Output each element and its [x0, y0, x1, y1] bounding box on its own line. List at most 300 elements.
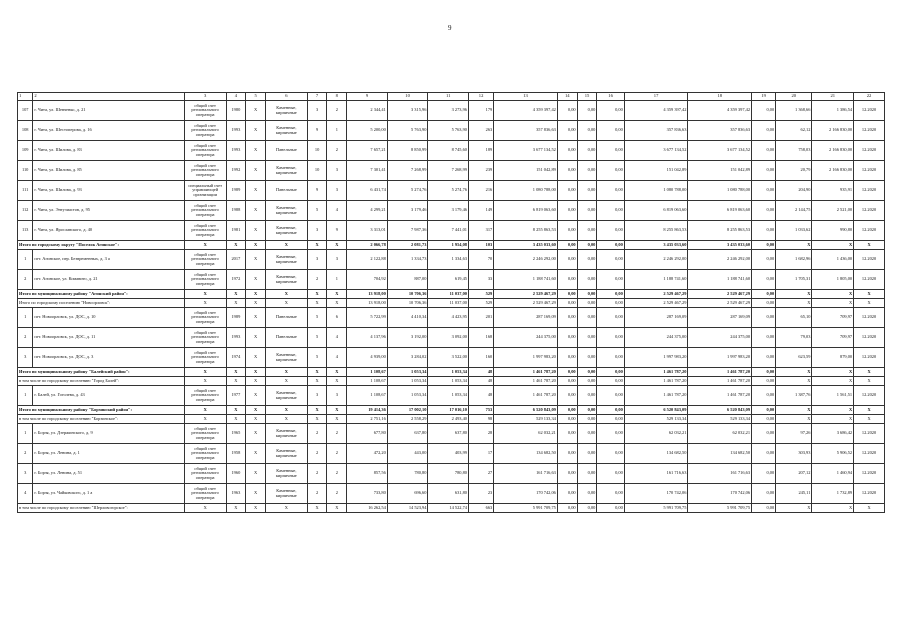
table-cell: Х	[246, 241, 266, 250]
table-cell: Х	[184, 299, 226, 308]
repair-register-table	[17, 92, 885, 513]
table-cell: Х	[266, 241, 308, 250]
table-cell: 0,00	[752, 141, 776, 161]
table-cell: 204,90	[776, 181, 812, 201]
table-cell: 2 122,88	[347, 250, 388, 270]
table-row	[18, 101, 885, 121]
table-cell: Каменные, кирпичные	[266, 221, 308, 241]
table-cell: общий счет регионального оператора	[184, 328, 226, 348]
table-cell: 2	[327, 101, 347, 121]
table-cell: 529 133,34	[624, 415, 688, 424]
table-cell: 0,00	[557, 406, 577, 415]
table-cell: 12.2020	[854, 101, 885, 121]
table-cell: Х	[266, 368, 308, 377]
table-cell: 1972	[226, 270, 246, 290]
table-cell: Х	[246, 386, 266, 406]
table-cell: Панельные	[266, 141, 308, 161]
table-cell: 1 334,73	[387, 250, 428, 270]
table-cell: 4	[327, 328, 347, 348]
table-cell: Каменные, кирпичные	[266, 201, 308, 221]
table-cell: 2 558,29	[387, 415, 428, 424]
table-cell: 23	[468, 484, 493, 504]
table-cell: 0,00	[557, 415, 577, 424]
table-cell: 1988	[226, 201, 246, 221]
table-cell: 12.2020	[854, 161, 885, 181]
table-cell: 0,00	[597, 444, 624, 464]
table-cell: 3	[327, 386, 347, 406]
row-label: Итого по муниципальному району "Балейский район":	[18, 368, 185, 377]
table-cell: общий счет регионального оператора	[184, 308, 226, 328]
column-header: 4	[226, 93, 246, 101]
table-cell: Х	[246, 270, 266, 290]
table-cell: 1 053,34	[387, 377, 428, 386]
table-cell: 112	[18, 201, 33, 221]
table-cell: 1 053,34	[387, 368, 428, 377]
table-cell: 619,45	[428, 270, 469, 290]
table-cell: Х	[854, 290, 885, 299]
table-cell: 1 053,34	[428, 368, 469, 377]
table-cell: 27	[468, 464, 493, 484]
table-cell: 4 359 397,42	[494, 101, 558, 121]
table-cell: Х	[812, 241, 854, 250]
column-header: 3	[184, 93, 226, 101]
table-cell: 79,03	[776, 328, 812, 348]
table-cell: 0,00	[557, 241, 577, 250]
table-cell: 2 246 292,00	[624, 250, 688, 270]
table-cell: 0,00	[557, 328, 577, 348]
row-label: Итого по муниципальному району "Борзинский район":	[18, 406, 185, 415]
table-cell: Х	[776, 241, 812, 250]
table-cell: Х	[226, 290, 246, 299]
total-row	[18, 368, 885, 377]
column-header: 6	[266, 93, 308, 101]
table-cell: 1 732,89	[812, 484, 854, 504]
table-cell: 2 521,00	[812, 201, 854, 221]
table-cell: общий счет регионального оператора	[184, 221, 226, 241]
table-cell: общий счет регионального оператора	[184, 464, 226, 484]
table-cell: 5 200,00	[347, 121, 388, 141]
table-cell: Х	[812, 406, 854, 415]
table-cell: 1 108,67	[347, 377, 388, 386]
table-cell: 3 677 134,52	[688, 141, 752, 161]
table-cell: Х	[226, 377, 246, 386]
table-cell: 5 991 709,75	[494, 504, 558, 513]
table-cell: Х	[327, 241, 347, 250]
table-cell: Х	[327, 504, 347, 513]
table-cell: 3 179,46	[428, 201, 469, 221]
table-cell: 48	[468, 386, 493, 406]
table-cell: Х	[307, 368, 327, 377]
table-cell: 0,00	[597, 377, 624, 386]
table-cell: 0,00	[557, 424, 577, 444]
table-cell: 2	[18, 328, 33, 348]
table-cell: 160	[468, 348, 493, 368]
table-cell: 0,00	[597, 181, 624, 201]
table-cell: 3 435 033,60	[688, 241, 752, 250]
table-cell: 709,97	[812, 308, 854, 328]
table-cell: 1 461 787,20	[624, 377, 688, 386]
table-cell: 12.2020	[854, 386, 885, 406]
table-cell: Х	[246, 504, 266, 513]
table-cell: 2	[307, 270, 327, 290]
table-cell: 0,00	[577, 221, 597, 241]
table-cell: Х	[246, 299, 266, 308]
table-cell: 4	[18, 484, 33, 504]
table-cell: 2 166 830,00	[812, 121, 854, 141]
table-cell: Х	[246, 101, 266, 121]
table-cell: Х	[854, 377, 885, 386]
table-cell: 0,00	[752, 415, 776, 424]
table-cell: 623,59	[776, 348, 812, 368]
table-cell: 107	[18, 101, 33, 121]
table-cell: 287 169,09	[494, 308, 558, 328]
table-cell: 758,03	[776, 141, 812, 161]
table-cell: 357 836,63	[688, 121, 752, 141]
table-cell: Каменные, кирпичные	[266, 464, 308, 484]
table-cell: 0,00	[597, 504, 624, 513]
table-cell: 2	[307, 464, 327, 484]
table-cell: 0,00	[752, 464, 776, 484]
table-cell: 108	[18, 121, 33, 141]
table-cell: 3 179,46	[387, 201, 428, 221]
table-cell: 3	[327, 161, 347, 181]
total-row	[18, 406, 885, 415]
table-cell: 1993	[226, 328, 246, 348]
table-cell: 189	[468, 141, 493, 161]
table-cell: 170 742,06	[688, 484, 752, 504]
table-cell: 1	[18, 308, 33, 328]
column-header: 5	[246, 93, 266, 101]
table-cell: 1 386,54	[812, 101, 854, 121]
table-cell: 216	[468, 181, 493, 201]
column-header: 9	[347, 93, 388, 101]
table-cell: 179	[468, 101, 493, 121]
table-cell: 0,00	[557, 464, 577, 484]
table-cell: 0,00	[577, 299, 597, 308]
table-cell: Х	[246, 415, 266, 424]
table-cell: Х	[266, 377, 308, 386]
table-cell: 780,80	[387, 464, 428, 484]
table-cell: 0,00	[597, 386, 624, 406]
table-cell: 3 284,02	[387, 348, 428, 368]
total-row	[18, 241, 885, 250]
table-cell: 17 016,10	[428, 406, 469, 415]
table-cell: 2 529 467,29	[624, 299, 688, 308]
table-cell: 0,00	[557, 270, 577, 290]
table-cell: 990,80	[812, 221, 854, 241]
table-cell: Х	[307, 406, 327, 415]
table-cell: 12.2020	[854, 181, 885, 201]
table-cell: 357 836,63	[494, 121, 558, 141]
table-cell: 5 722,99	[347, 308, 388, 328]
table-cell: 0,00	[577, 101, 597, 121]
table-cell: 6	[327, 308, 347, 328]
table-cell: 12.2020	[854, 484, 885, 504]
table-cell: 0,00	[597, 221, 624, 241]
table-cell: 1981	[226, 221, 246, 241]
table-cell: 1 461 787,20	[624, 386, 688, 406]
table-cell: 2	[327, 464, 347, 484]
table-cell: общий счет регионального оператора	[184, 424, 226, 444]
table-cell: 14 522,74	[428, 504, 469, 513]
column-header: 13	[494, 93, 558, 101]
table-cell: 0,00	[752, 406, 776, 415]
table-cell: 1 436,00	[812, 250, 854, 270]
table-cell: 62 032,21	[624, 424, 688, 444]
table-cell: 0,00	[557, 484, 577, 504]
table-cell: Х	[246, 250, 266, 270]
table-cell: г. Балей, ул. Гоголева, д. 43	[33, 386, 184, 406]
table-cell: 1 368,66	[776, 101, 812, 121]
table-cell: 2 166 830,00	[812, 141, 854, 161]
table-cell: 3	[18, 348, 33, 368]
table-cell: Каменные, кирпичные	[266, 386, 308, 406]
table-cell: 207,12	[776, 464, 812, 484]
table-cell: 2 529 467,29	[494, 290, 558, 299]
table-cell: 1963	[226, 484, 246, 504]
table-cell: 0,00	[597, 464, 624, 484]
table-cell: 2	[307, 484, 327, 504]
table-cell: 0,00	[557, 444, 577, 464]
column-header: 15	[577, 93, 597, 101]
table-cell: 2 529 467,29	[688, 290, 752, 299]
table-cell: 0,00	[557, 504, 577, 513]
table-cell: 2	[327, 484, 347, 504]
table-cell: 696,60	[387, 484, 428, 504]
table-cell: 9	[307, 121, 327, 141]
table-cell: общий счет регионального оператора	[184, 141, 226, 161]
table-cell: 263	[468, 121, 493, 141]
table-cell: 5 906,52	[812, 444, 854, 464]
table-cell: 12.2020	[854, 424, 885, 444]
table-cell: 1 033,62	[776, 221, 812, 241]
table-cell: 0,00	[752, 241, 776, 250]
table-cell: Каменные, кирпичные	[266, 121, 308, 141]
table-cell: Х	[184, 368, 226, 377]
table-row	[18, 181, 885, 201]
table-cell: 0,00	[752, 444, 776, 464]
table-cell: 12.2020	[854, 308, 885, 328]
table-cell: 2 246 292,00	[494, 250, 558, 270]
table-row	[18, 464, 885, 484]
table-cell: 631,80	[428, 484, 469, 504]
table-cell: 0,00	[577, 241, 597, 250]
subtotal-row	[18, 377, 885, 386]
table-cell: 637,80	[387, 424, 428, 444]
table-cell: Х	[246, 464, 266, 484]
table-row	[18, 141, 885, 161]
table-cell: 3 092,00	[428, 328, 469, 348]
table-cell: 1 461 787,20	[494, 386, 558, 406]
subtotal-row	[18, 504, 885, 513]
table-cell: 3	[307, 101, 327, 121]
row-label: в том числе по городскому поселению "Борзинское":	[18, 415, 185, 424]
table-cell: 1 997 983,20	[688, 348, 752, 368]
table-cell: 0,00	[557, 221, 577, 241]
table-cell: 3 273,96	[428, 101, 469, 121]
table-cell: пгт. Новоорловск, ул. ДОС, д. 10	[33, 308, 184, 328]
table-cell: 2	[18, 270, 33, 290]
table-cell: г. Чита, ул. Шевченко, д. 21	[33, 101, 184, 121]
table-cell: г. Чита, ул. Шестоперова, д. 16	[33, 121, 184, 141]
table-row	[18, 161, 885, 181]
table-cell: 0,00	[597, 348, 624, 368]
table-cell: 7 301,41	[347, 161, 388, 181]
table-cell: 1 561,51	[812, 386, 854, 406]
table-cell: общий счет регионального оператора	[184, 121, 226, 141]
table-cell: 5 763,90	[428, 121, 469, 141]
table-cell: 149	[468, 201, 493, 221]
table-cell: 1 805,00	[812, 270, 854, 290]
table-cell: 244 375,00	[688, 328, 752, 348]
table-cell: 1993	[226, 141, 246, 161]
table-cell: 0,00	[752, 299, 776, 308]
table-cell: 3	[327, 250, 347, 270]
table-cell: 3 686,42	[812, 424, 854, 444]
table-cell: 0,00	[577, 270, 597, 290]
table-row	[18, 308, 885, 328]
table-cell: 161 716,63	[688, 464, 752, 484]
table-cell: 0,00	[557, 181, 577, 201]
table-cell: Х	[307, 415, 327, 424]
table-cell: 4	[327, 201, 347, 221]
table-cell: 12.2020	[854, 121, 885, 141]
table-cell: 28	[468, 424, 493, 444]
table-cell: Х	[307, 377, 327, 386]
table-cell: 2	[307, 444, 327, 464]
table-cell: 1 080 788,00	[624, 181, 688, 201]
table-cell: Каменные, кирпичные	[266, 250, 308, 270]
table-cell: 1 461 787,20	[624, 368, 688, 377]
header-row	[18, 93, 885, 101]
column-header: 20	[776, 93, 812, 101]
table-cell: 0,00	[752, 201, 776, 221]
table-cell: Х	[246, 221, 266, 241]
table-cell: г. Чита, ул. Ярославского, д. 40	[33, 221, 184, 241]
table-cell: Х	[776, 504, 812, 513]
row-label: в том числе по городскому поселению "Город Балей":	[18, 377, 185, 386]
table-row	[18, 121, 885, 141]
table-cell: 2 529 467,29	[494, 299, 558, 308]
table-cell: 0,00	[577, 406, 597, 415]
table-cell: 0,00	[577, 415, 597, 424]
table-cell: 0,00	[557, 377, 577, 386]
table-cell: 6 520 843,09	[494, 406, 558, 415]
table-cell: 857,56	[347, 464, 388, 484]
table-cell: 0,00	[557, 368, 577, 377]
table-cell: Х	[246, 161, 266, 181]
table-cell: общий счет регионального оператора	[184, 270, 226, 290]
table-cell: 8 745,60	[428, 141, 469, 161]
table-row	[18, 484, 885, 504]
table-cell: 1958	[226, 444, 246, 464]
table-cell: 9	[327, 221, 347, 241]
table-cell: 12.2020	[854, 348, 885, 368]
table-cell: 704,92	[347, 270, 388, 290]
table-cell: 1 997 983,20	[624, 348, 688, 368]
table-cell: 12.2020	[854, 328, 885, 348]
table-cell: 6 819 063,60	[688, 201, 752, 221]
table-cell: 4 359 397,42	[688, 101, 752, 121]
table-cell: 12.2020	[854, 444, 885, 464]
table-cell: 201	[468, 308, 493, 328]
table-cell: 12.2020	[854, 141, 885, 161]
row-label: Итого по городскому поселению "Новоорловск":	[18, 299, 185, 308]
table-cell: 6 520 843,09	[624, 406, 688, 415]
table-cell: 0,00	[557, 141, 577, 161]
column-header: 1	[18, 93, 33, 101]
table-cell: 2 493,40	[428, 415, 469, 424]
table-cell: 0,00	[597, 290, 624, 299]
table-cell: 113	[18, 221, 33, 241]
table-cell: 0,00	[752, 101, 776, 121]
table-cell: 8 255 863,53	[494, 221, 558, 241]
table-cell: 134 682,50	[688, 444, 752, 464]
table-cell: 109	[18, 141, 33, 161]
table-cell: 1	[18, 424, 33, 444]
table-cell: 663	[468, 504, 493, 513]
table-cell: 2	[307, 424, 327, 444]
table-row	[18, 328, 885, 348]
column-header: 17	[624, 93, 688, 101]
table-cell: 10 706,36	[387, 299, 428, 308]
table-cell: 3	[18, 464, 33, 484]
table-cell: 0,00	[557, 101, 577, 121]
column-header: 11	[428, 93, 469, 101]
table-cell: 1992	[226, 161, 246, 181]
table-cell: 5	[307, 201, 327, 221]
table-cell: 0,00	[557, 250, 577, 270]
table-cell: 0,00	[557, 290, 577, 299]
table-cell: 3 677 134,52	[494, 141, 558, 161]
table-cell: 0,00	[752, 386, 776, 406]
table-cell: Х	[812, 290, 854, 299]
table-cell: Х	[812, 368, 854, 377]
table-cell: 0,00	[557, 299, 577, 308]
table-cell: 529	[468, 299, 493, 308]
table-cell: 0,00	[577, 464, 597, 484]
table-cell: Х	[184, 377, 226, 386]
table-cell: 0,00	[577, 424, 597, 444]
table-cell: Каменные, кирпичные	[266, 444, 308, 464]
table-cell: 0,00	[752, 484, 776, 504]
table-cell: 7 657,21	[347, 141, 388, 161]
table-cell: Х	[854, 368, 885, 377]
page-number: 9	[448, 24, 452, 32]
table-cell: 0,00	[577, 250, 597, 270]
table-cell: 1 461 787,20	[494, 368, 558, 377]
table-cell: 4 137,96	[347, 328, 388, 348]
table-cell: 13 918,00	[347, 290, 388, 299]
table-cell: 1980	[226, 101, 246, 121]
table-cell: г. Чита, ул. Энтузиастов, д. 95	[33, 201, 184, 221]
table-cell: 0,00	[752, 368, 776, 377]
table-cell: Х	[246, 444, 266, 464]
table-cell: 8 255 863,53	[688, 221, 752, 241]
table-cell: Х	[307, 290, 327, 299]
table-cell: 0,00	[597, 368, 624, 377]
table-cell: Х	[266, 415, 308, 424]
column-header: 22	[854, 93, 885, 101]
table-cell: 0,00	[577, 444, 597, 464]
table-cell: Каменные, кирпичные	[266, 348, 308, 368]
table-cell: 3 522,00	[428, 348, 469, 368]
table-cell: Х	[307, 299, 327, 308]
table-cell: Х	[854, 406, 885, 415]
column-header: 14	[557, 93, 577, 101]
table-row	[18, 386, 885, 406]
table-cell: 1 080 788,00	[494, 181, 558, 201]
